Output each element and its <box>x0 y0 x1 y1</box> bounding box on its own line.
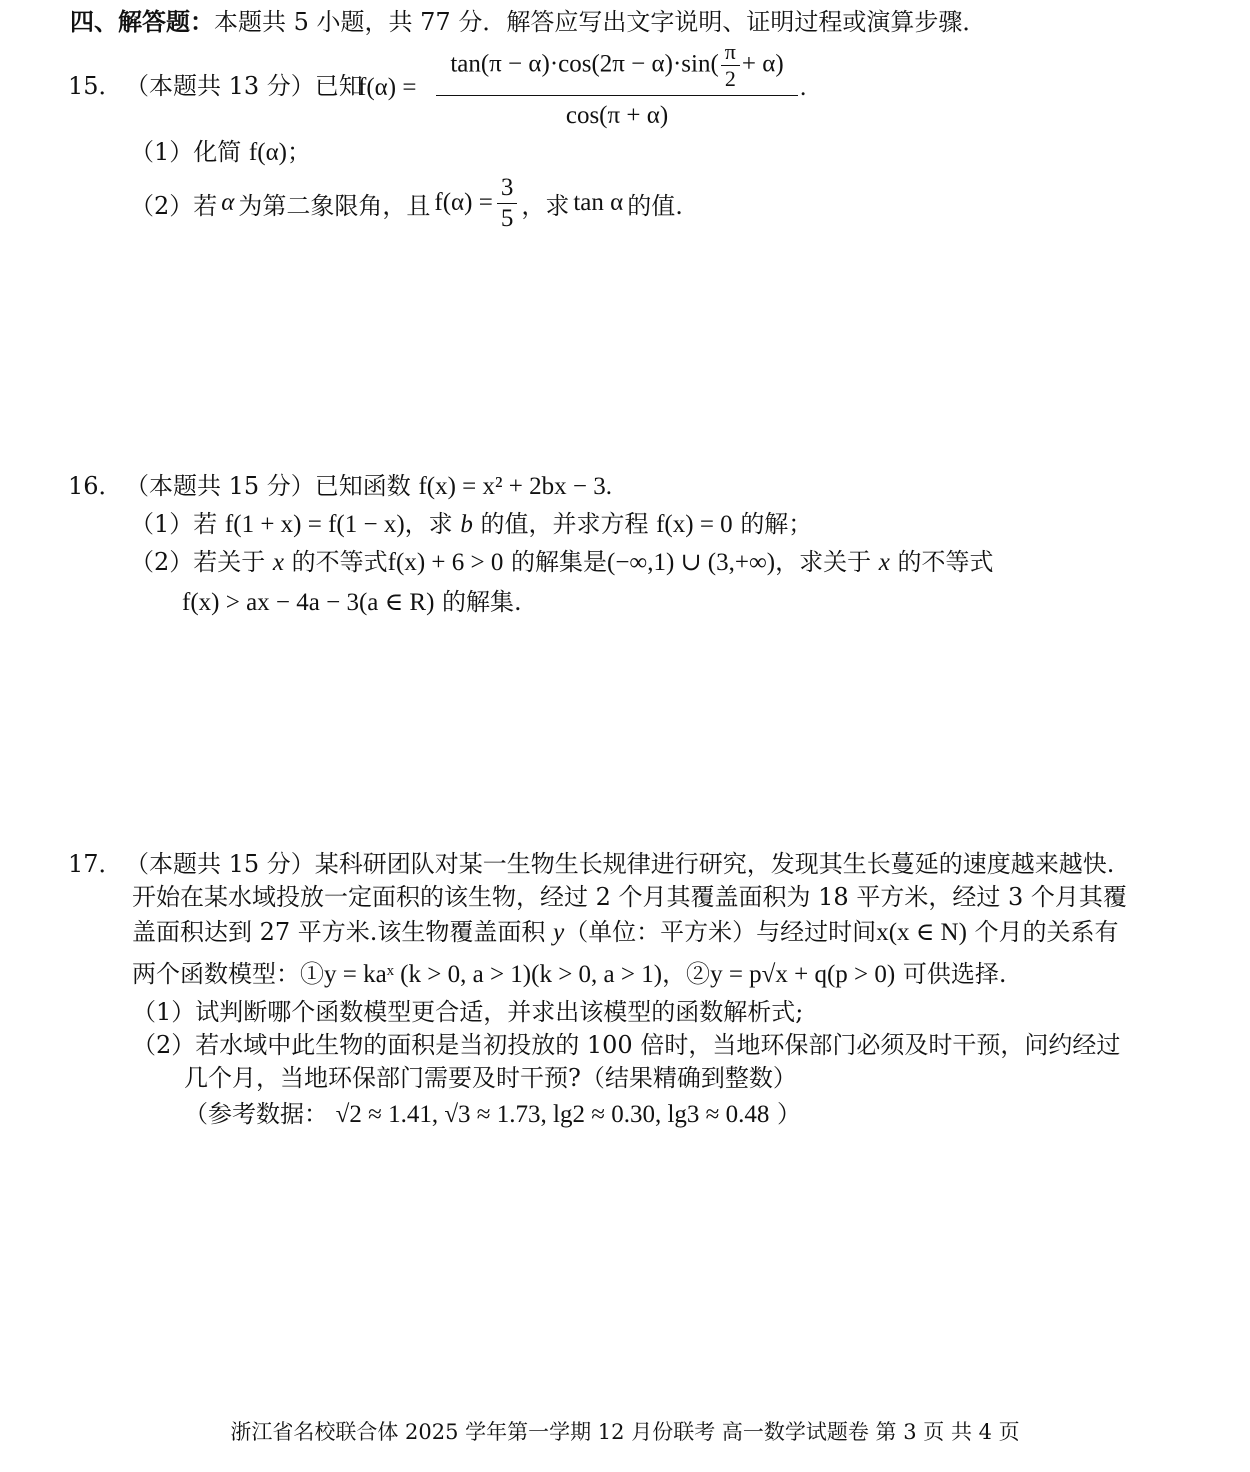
q16-p1-m2: f(x) = 0 <box>656 511 733 538</box>
q17-line4-c: 可供选择. <box>902 960 1007 988</box>
page-footer: 浙江省名校联合体 2025 学年第一学期 12 月份联考 高一数学试题卷 第 3 页 共 4 页 <box>230 1420 1020 1444</box>
q17-part2-line1: （2）若水域中此生物的面积是当初投放的 100 倍时，当地环保部门必须及时干预，问约经过 <box>132 1031 1121 1059</box>
q16-part2-line2 <box>182 582 522 617</box>
q16-p1-m1: f(1 + x) = f(1 − x) <box>224 511 405 538</box>
q17-line4 <box>132 954 1007 989</box>
q16-p2-e: 的不等式 <box>897 548 994 576</box>
q15-end: . <box>800 74 807 101</box>
q15-numerator-text: tan(π − α)·cos(2π − α)·sin( <box>450 50 719 78</box>
q17-number: 17． <box>68 850 123 878</box>
q15-p2-a: （2）若 <box>130 191 218 220</box>
q15-p1-math: f(α) <box>248 139 287 166</box>
q17-line3-b: （单位：平方米）与经过时间 <box>564 918 877 946</box>
q17-reference <box>184 1094 801 1129</box>
q16-p2-line2-text: 的解集. <box>442 588 522 616</box>
q15-p2-d: 的值. <box>627 191 683 220</box>
q16-part1 <box>130 504 812 539</box>
q17-ref-math: √2 ≈ 1.41, √3 ≈ 1.73, lg2 ≈ 0.30, lg3 ≈ 0.48 <box>335 1101 770 1128</box>
q15-fraction <box>436 40 798 130</box>
q16-p2-line2-math: f(x) > ax − 4a − 3(a ∈ R) <box>182 589 435 616</box>
q15-p2-fa: f(α) = <box>434 189 493 216</box>
q15-lhs: f(α) = <box>358 74 417 101</box>
q17-line4-b: ，② <box>662 960 711 988</box>
q17-line3-math: x(x ∈ N) <box>876 919 967 946</box>
q16-p2-d: ，求关于 <box>775 548 872 576</box>
q16-p1-b: ，求 <box>404 510 453 538</box>
q16-part2-line1 <box>130 542 993 577</box>
q16-p2-x1: x <box>272 549 285 576</box>
q17-line2: 开始在某水域投放一定面积的该生物，经过 2 个月其覆盖面积为 18 平方米，经过 3 个月其覆 <box>132 883 1127 911</box>
q17-line3 <box>132 912 1119 947</box>
q16-intro: （本题共 15 分）已知函数 <box>125 472 411 500</box>
q17-line4-a: 两个函数模型：① <box>132 960 324 988</box>
section-description: 本题共 5 小题，共 77 分．解答应写出文字说明、证明过程或演算步骤． <box>214 8 987 36</box>
q16-p1-d: 的解； <box>740 510 813 538</box>
q15-numerator-tail: + α) <box>741 50 784 78</box>
q17-line3-a: 盖面积达到 27 平方米.该生物覆盖面积 <box>132 918 546 946</box>
q15-p2-alpha: α <box>221 189 235 216</box>
q16-number: 16． <box>68 472 123 500</box>
q16-p1-bvar: b <box>460 511 473 538</box>
q17-ref-end: ） <box>777 1100 801 1128</box>
q15-p2-num: 3 <box>497 174 518 204</box>
two: 2 <box>724 66 736 92</box>
q15-p1-end: ； <box>287 138 311 166</box>
q16-p2-x2: x <box>878 549 890 576</box>
q15-intro: （本题共 13 分）已知 <box>125 72 363 100</box>
q17-ref-label: （参考数据： <box>184 1100 328 1128</box>
q16-p1-a: （1）若 <box>130 510 218 538</box>
q17-line1: （本题共 15 分）某科研团队对某一生物生长规律进行研究，发现其生长蔓延的速度越来越快. <box>125 850 1115 878</box>
q15-p2-c: ，求 <box>521 191 570 220</box>
q16-p2-b: 的不等式 <box>291 548 388 576</box>
q15-pi-over-2 <box>721 40 740 91</box>
section-header <box>70 2 986 37</box>
q15-part2 <box>130 174 683 232</box>
q16-end: . <box>605 473 612 500</box>
q17-line3-c: 个月的关系有 <box>974 918 1119 946</box>
section-heading: 四、解答题： <box>70 7 214 36</box>
q15-number: 15． <box>68 72 123 100</box>
q16-p2-m1: f(x) + 6 > 0 <box>387 549 504 576</box>
q15-numerator <box>436 40 798 96</box>
q17-line3-y: y <box>553 919 565 946</box>
q15-p2-den: 5 <box>500 204 514 232</box>
q15-p2-b: 为第二象限角，且 <box>238 191 431 220</box>
q16-p2-m2: (−∞,1) ∪ (3,+∞) <box>607 549 776 576</box>
q15-p1-label: （1）化简 <box>130 138 242 166</box>
pi: π <box>721 40 740 66</box>
q15-part1 <box>130 132 311 167</box>
q17-part1: （1）试判断哪个函数模型更合适，并求出该模型的函数解析式; <box>132 998 804 1026</box>
q17-model-1: y = kaˣ (k > 0, a > 1)(k > 0, a > 1) <box>324 961 663 988</box>
q15-denominator: cos(π + α) <box>565 102 669 130</box>
q17-part2-line2: 几个月，当地环保部门需要及时干预?（结果精确到整数） <box>184 1064 797 1092</box>
q15-p2-tan: tan α <box>573 189 624 216</box>
q16-function: f(x) = x² + 2bx − 3 <box>418 473 606 500</box>
q15-p2-fraction <box>497 174 518 232</box>
q16-p1-c: 的值，并求方程 <box>480 510 649 538</box>
q16-stem <box>125 466 612 501</box>
q16-p2-c: 的解集是 <box>511 548 607 576</box>
q17-model-2: y = p√x + q(p > 0) <box>710 961 896 988</box>
q16-p2-a: （2）若关于 <box>130 548 266 576</box>
